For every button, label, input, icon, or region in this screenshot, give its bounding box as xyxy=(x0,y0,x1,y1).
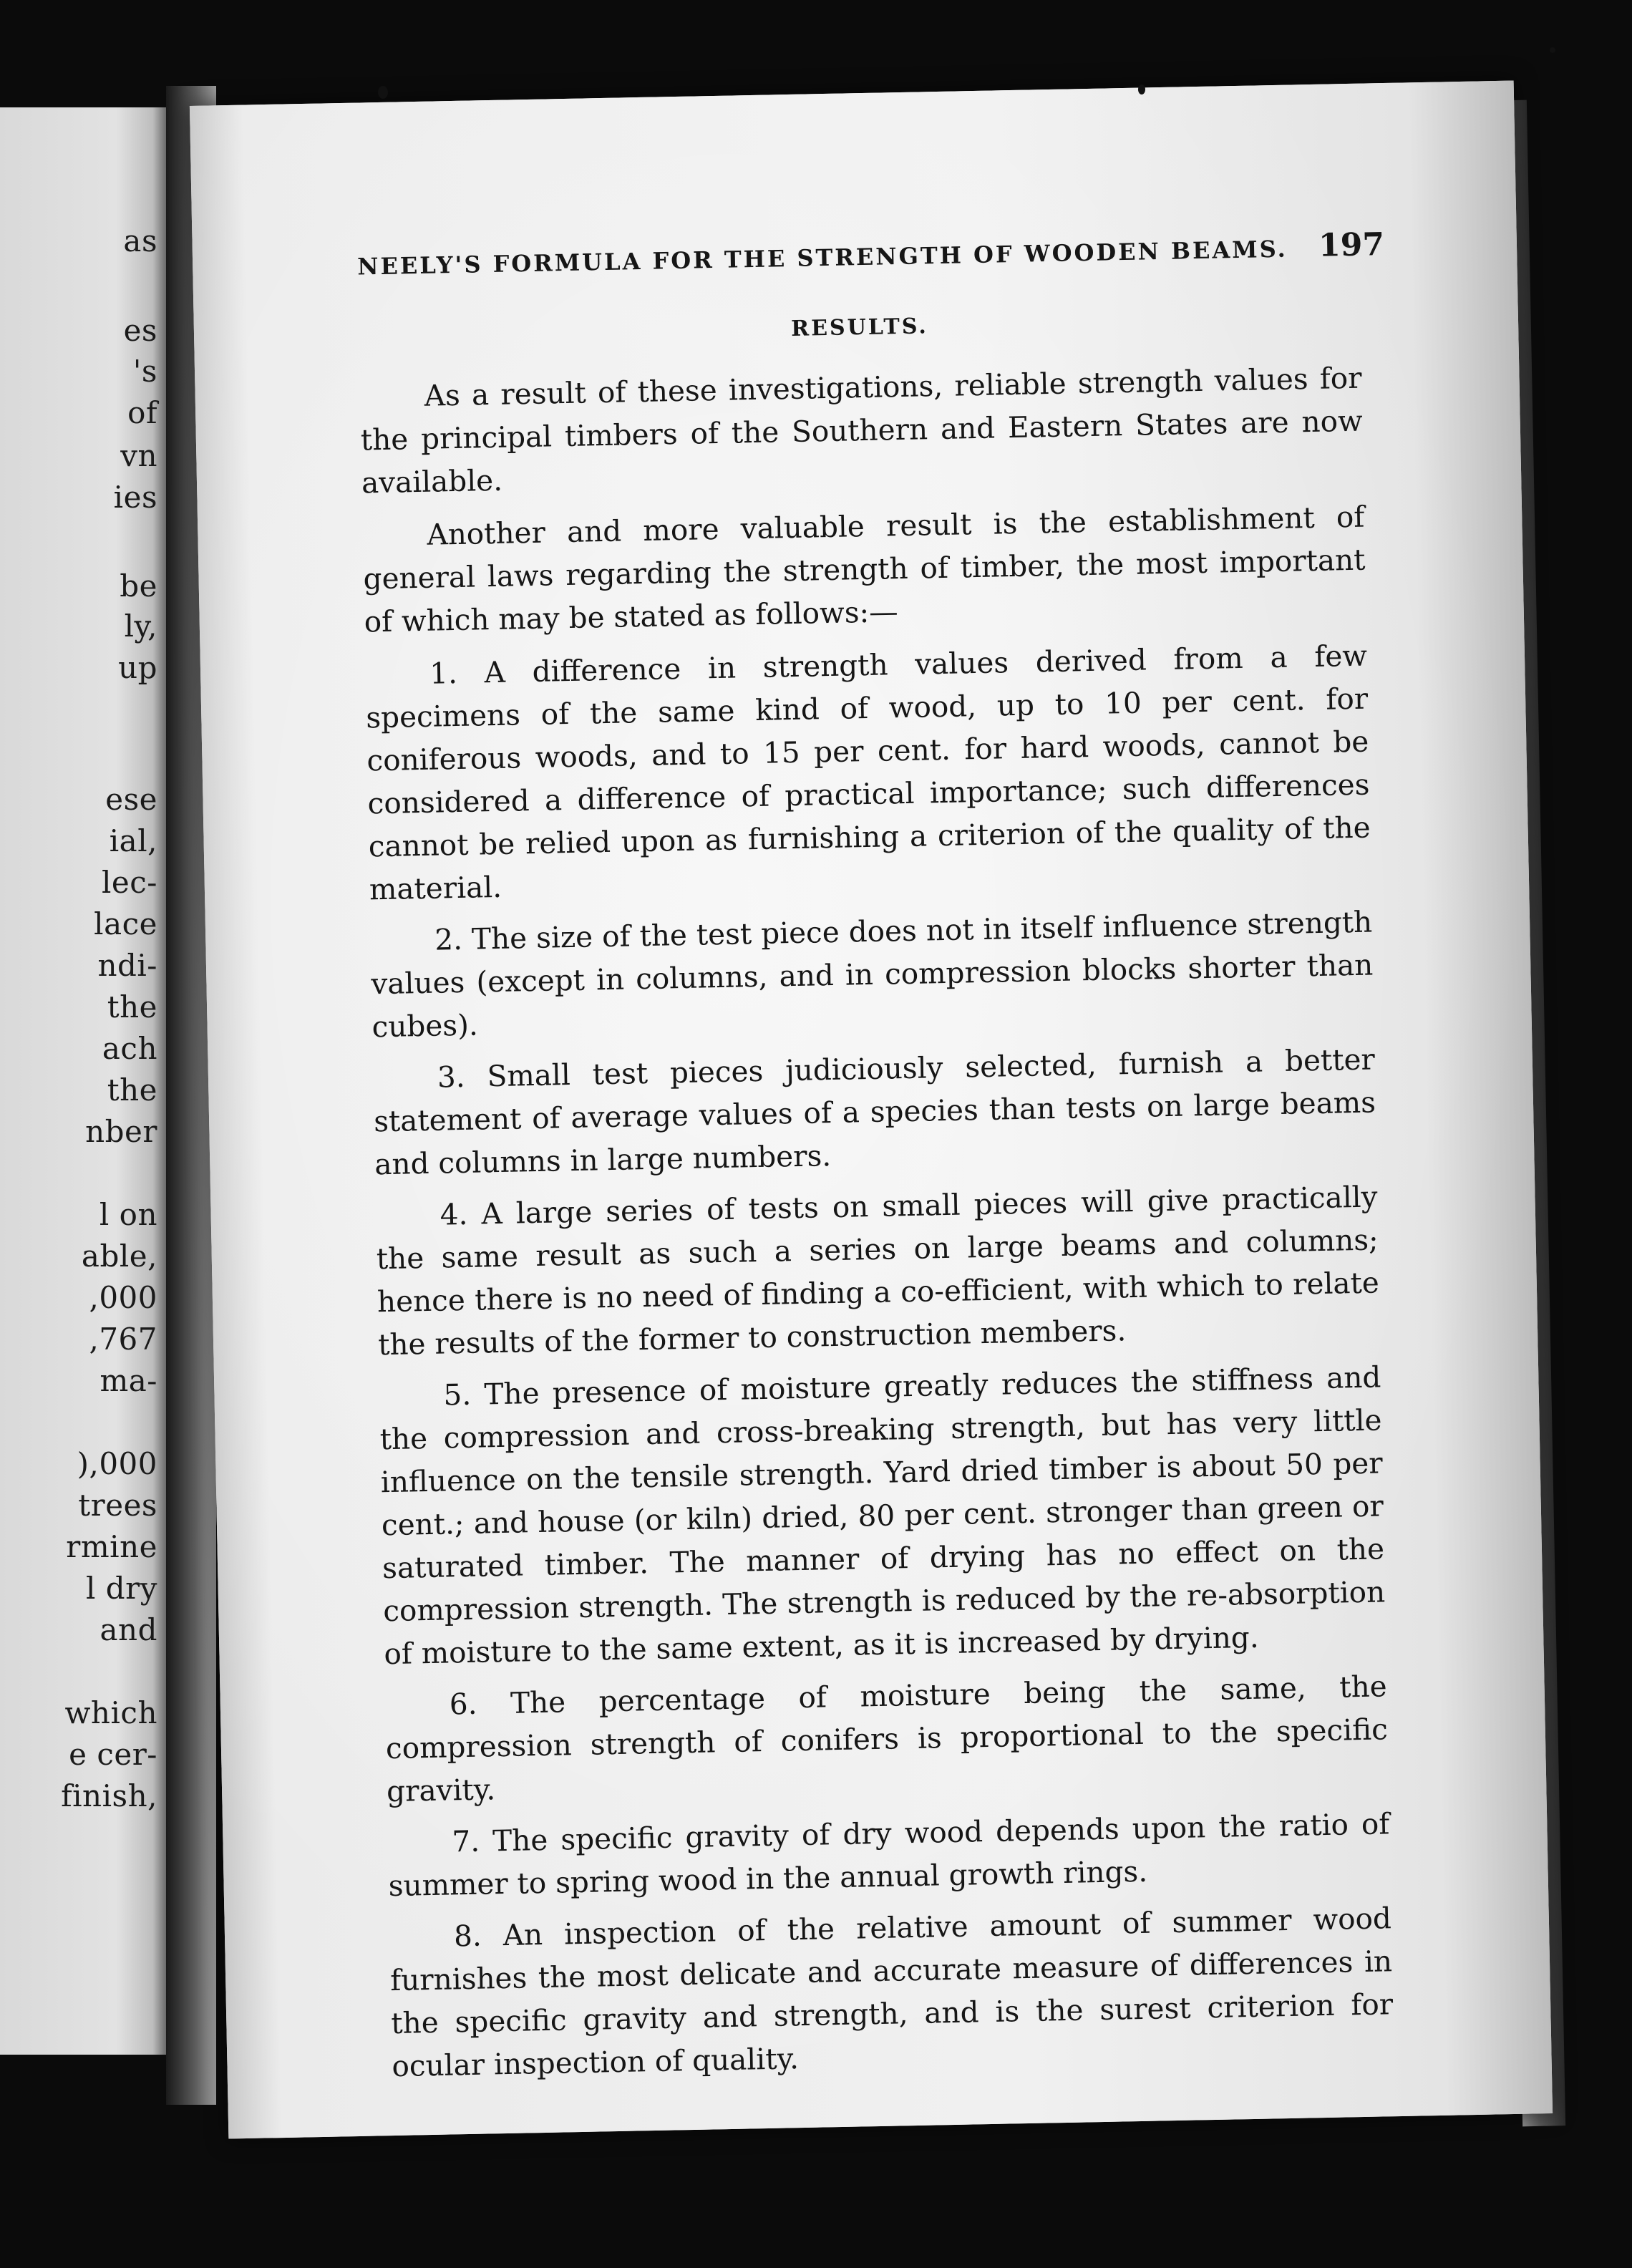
law-item-4: 4. A large series of tests on small pieces will give practically the same result as such a series on large beams and columns; hence there is no need of finding a co-efficient, with which to relate the results of the former to construction members. xyxy=(376,1179,1380,1362)
left-page-line-fragment: l on xyxy=(99,1197,157,1232)
left-page-line-fragment: ese xyxy=(105,782,157,817)
left-page-line-fragment: ly, xyxy=(124,609,157,644)
paragraph-general-laws: Another and more valuable result is the establishment of general laws regarding the strength of timber, the most important of which may be stated as follows:— xyxy=(363,499,1366,639)
left-page-line-fragment: 's xyxy=(132,354,157,389)
page-number: 197 xyxy=(1318,226,1385,264)
paragraph-intro: As a result of these investigations, reliable strength values for the principal timbers of the Southern and Eastern States are now available. xyxy=(360,360,1364,500)
left-page-line-fragment: vn xyxy=(120,438,157,473)
left-page-line-fragment: ach xyxy=(102,1031,157,1066)
left-page-line-fragment: be xyxy=(120,568,157,604)
left-page-line-fragment: es xyxy=(123,313,157,348)
left-page-line-fragment: nber xyxy=(85,1114,157,1149)
dust-speck xyxy=(378,86,388,99)
law-item-6: 6. The percentage of moisture being the same, the compression strength of conifers is proportional to the specific gravity. xyxy=(385,1669,1389,1809)
left-page-line-fragment: ies xyxy=(113,480,157,515)
left-page-line-fragment: e cer- xyxy=(69,1737,157,1772)
law-item-2: 2. The size of the test piece does not in itself influence strength values (except in columns, and in compression blocks shorter than cubes). xyxy=(371,904,1374,1045)
left-page-line-fragment: the xyxy=(107,1072,157,1108)
left-page-line-fragment: finish, xyxy=(61,1778,157,1813)
left-page-line-fragment: lec- xyxy=(101,865,157,900)
page-content xyxy=(357,227,1394,2096)
left-page-line-fragment: lace xyxy=(94,906,157,941)
left-page-line-fragment: trees xyxy=(78,1488,157,1523)
left-page-line-fragment: ,000 xyxy=(89,1280,157,1315)
dust-speck xyxy=(1550,47,1555,53)
law-item-3: 3. Small test pieces judiciously selected, furnish a better statement of average values of a species than tests on large beams and columns in large numbers. xyxy=(373,1042,1376,1182)
left-page-line-fragment: rmine xyxy=(66,1529,157,1564)
running-head xyxy=(356,226,1385,304)
left-page-line-fragment: ),000 xyxy=(77,1446,157,1481)
book-page-197 xyxy=(190,81,1553,2139)
running-title: NEELY'S FORMULA FOR THE STRENGTH OF WOODEN BEAMS. xyxy=(356,235,1288,281)
dust-speck xyxy=(1138,84,1145,94)
law-item-8: 8. An inspection of the relative amount of summer wood furnishes the most delicate and accurate measure of differences in the specific gravity and strength, and is the surest criterion for ocular inspection of quality. xyxy=(389,1901,1394,2084)
law-item-5: 5. The presence of moisture greatly reduces the stiffness and the compression and cross-breaking strength, but has very little influence on the tensile strength. Yard dried timber is about 50 per cent.; and house (or kiln) dried, 80 per cent. stronger than green or saturated timber. The manner of drying has no effect on the compression strength. The strength is reduced by the re-absorption of moisture to the same extent, as it is increased by drying. xyxy=(379,1360,1386,1672)
left-page-line-fragment: as xyxy=(123,223,157,258)
left-page-line-fragment: able, xyxy=(81,1239,157,1274)
left-page-line-fragment: of xyxy=(127,395,157,430)
left-page-line-fragment: ndi- xyxy=(97,948,157,983)
left-page-line-fragment: ial, xyxy=(109,823,157,858)
left-page-line-fragment: ,767 xyxy=(89,1322,157,1357)
law-item-7: 7. The specific gravity of dry wood depends upon the ratio of summer to spring wood in the annual growth rings. xyxy=(388,1806,1390,1904)
left-page-line-fragment: the xyxy=(107,989,157,1024)
law-item-1: 1. A difference in strength values derived from a few specimens of the same kind of wood, up to 10 per cent. for coniferous woods, and to 15 per cent. for hard woods, cannot be considered a difference of practical importance; such differences cannot be relied upon as furnishing a criterion of the quality of the material. xyxy=(365,638,1371,907)
left-page-line-fragment: ma- xyxy=(99,1363,157,1398)
left-page-line-fragment: l dry xyxy=(86,1571,157,1606)
left-page-line-fragment: up xyxy=(118,650,157,685)
left-page-line-fragment: and xyxy=(99,1612,157,1647)
left-page-line-fragment: which xyxy=(64,1695,157,1730)
previous-page-fragment xyxy=(0,107,166,2055)
section-heading: RESULTS. xyxy=(790,314,929,341)
